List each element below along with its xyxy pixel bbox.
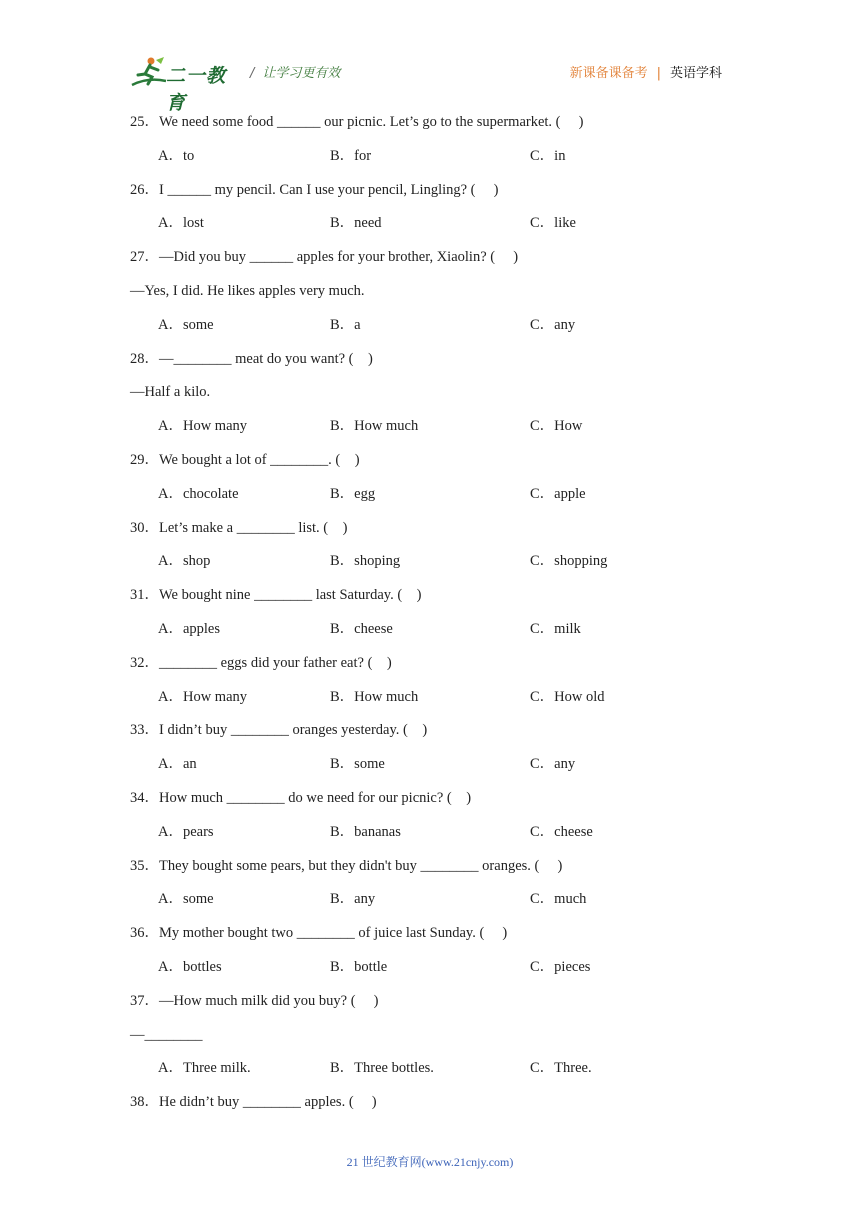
answer-options [130,315,730,349]
option-b: B．bananas [330,823,401,840]
option-b: B．How much [330,688,419,705]
option-b: B．egg [330,485,376,502]
option-b: B．a [330,316,361,333]
divider: | [656,66,661,81]
answer-options [130,1058,730,1092]
option-c: C．milk [530,620,581,637]
option-c: C．shopping [530,553,608,570]
answer-options [130,551,730,585]
option-c: C．cheese [530,823,593,840]
answer-options [130,213,730,247]
question-text: —Half a kilo. [130,384,211,401]
answer-options [130,619,730,653]
option-a: A．to [158,147,195,164]
question-text: —Yes, I did. He likes apples very much. [130,282,365,299]
option-c: C．How old [530,688,605,705]
option-c: C．pieces [530,958,591,975]
option-a: A．How many [158,418,248,435]
answer-options [130,416,730,450]
question-text: 29．We bought a lot of ________. ( ) [130,451,360,468]
question-text: 37．—How much milk did you buy? ( ) [130,992,379,1009]
option-a: A．Three milk. [158,1060,251,1077]
answer-options [130,146,730,180]
question-text: 36．My mother bought two ________ of juice last Sunday. ( ) [130,925,508,942]
option-c: C．apple [530,485,586,502]
option-a: A．shop [158,553,211,570]
question-text: 35．They bought some pears, but they didn't buy ________ oranges. ( ) [130,857,563,874]
option-a: A．some [158,891,214,908]
option-b: B．some [330,756,385,773]
answer-options [130,687,730,721]
option-a: A．an [158,756,197,773]
option-c: C．any [530,316,576,333]
question-text: 27．—Did you buy ______ apples for your brother, Xiaolin? ( ) [130,249,519,266]
question-text: 28．—________ meat do you want? ( ) [130,350,373,367]
option-a: A．chocolate [158,485,239,502]
option-b: B．for [330,147,372,164]
runner-icon [130,55,170,91]
question-text: —________ [130,1026,203,1043]
option-c: C．like [530,215,576,232]
option-b: B．bottle [330,958,388,975]
answer-options [130,889,730,923]
option-a: A．lost [158,215,204,232]
option-a: A．pears [158,823,214,840]
question-text: 30．Let’s make a ________ list. ( ) [130,519,348,536]
slogan-text: 让学习更有效 [262,66,341,81]
option-b: B．need [330,215,382,232]
option-b: B．Three bottles. [330,1060,434,1077]
slash-divider: / [250,66,255,81]
option-b: B．cheese [330,620,393,637]
question-list [130,112,730,1126]
subject-label: 英语学科 [669,66,722,81]
option-b: B．any [330,891,376,908]
logo-text: 二一教育 [166,65,227,114]
question-text: 33．I didn’t buy ________ oranges yesterday. ( ) [130,722,428,739]
brand-logo [130,55,240,114]
option-a: A．some [158,316,214,333]
question-text: 25．We need some food ______ our picnic. Let’s go to the supermarket. ( ) [130,114,584,130]
option-a: A．apples [158,620,221,637]
answer-options [130,822,730,856]
question-text: 34．How much ________ do we need for our picnic? ( ) [130,789,472,806]
answer-options [130,957,730,991]
option-c: C．Three. [530,1060,592,1077]
answer-options [130,484,730,518]
option-c: C．How [530,418,583,435]
option-a: A．bottles [158,958,222,975]
option-a: A．How many [158,688,248,705]
option-c: C．much [530,891,587,908]
page-header [0,0,860,114]
question-text: 26．I ______ my pencil. Can I use your pencil, Lingling? ( ) [130,181,499,198]
course-label: 新课备课备考 [569,66,648,81]
slogan [250,62,340,81]
question-text: 32．________ eggs did your father eat? ( ) [130,654,392,671]
option-b: B．How much [330,418,419,435]
option-c: C．in [530,147,566,164]
answer-options [130,754,730,788]
page-footer: 21 世纪教育网(www.21cnjy.com) [346,1155,514,1169]
question-text: 31．We bought nine ________ last Saturday. ( ) [130,587,422,604]
question-text: 38．He didn’t buy ________ apples. ( ) [130,1094,377,1111]
option-c: C．any [530,756,576,773]
option-b: B．shoping [330,553,401,570]
header-right [570,62,722,81]
